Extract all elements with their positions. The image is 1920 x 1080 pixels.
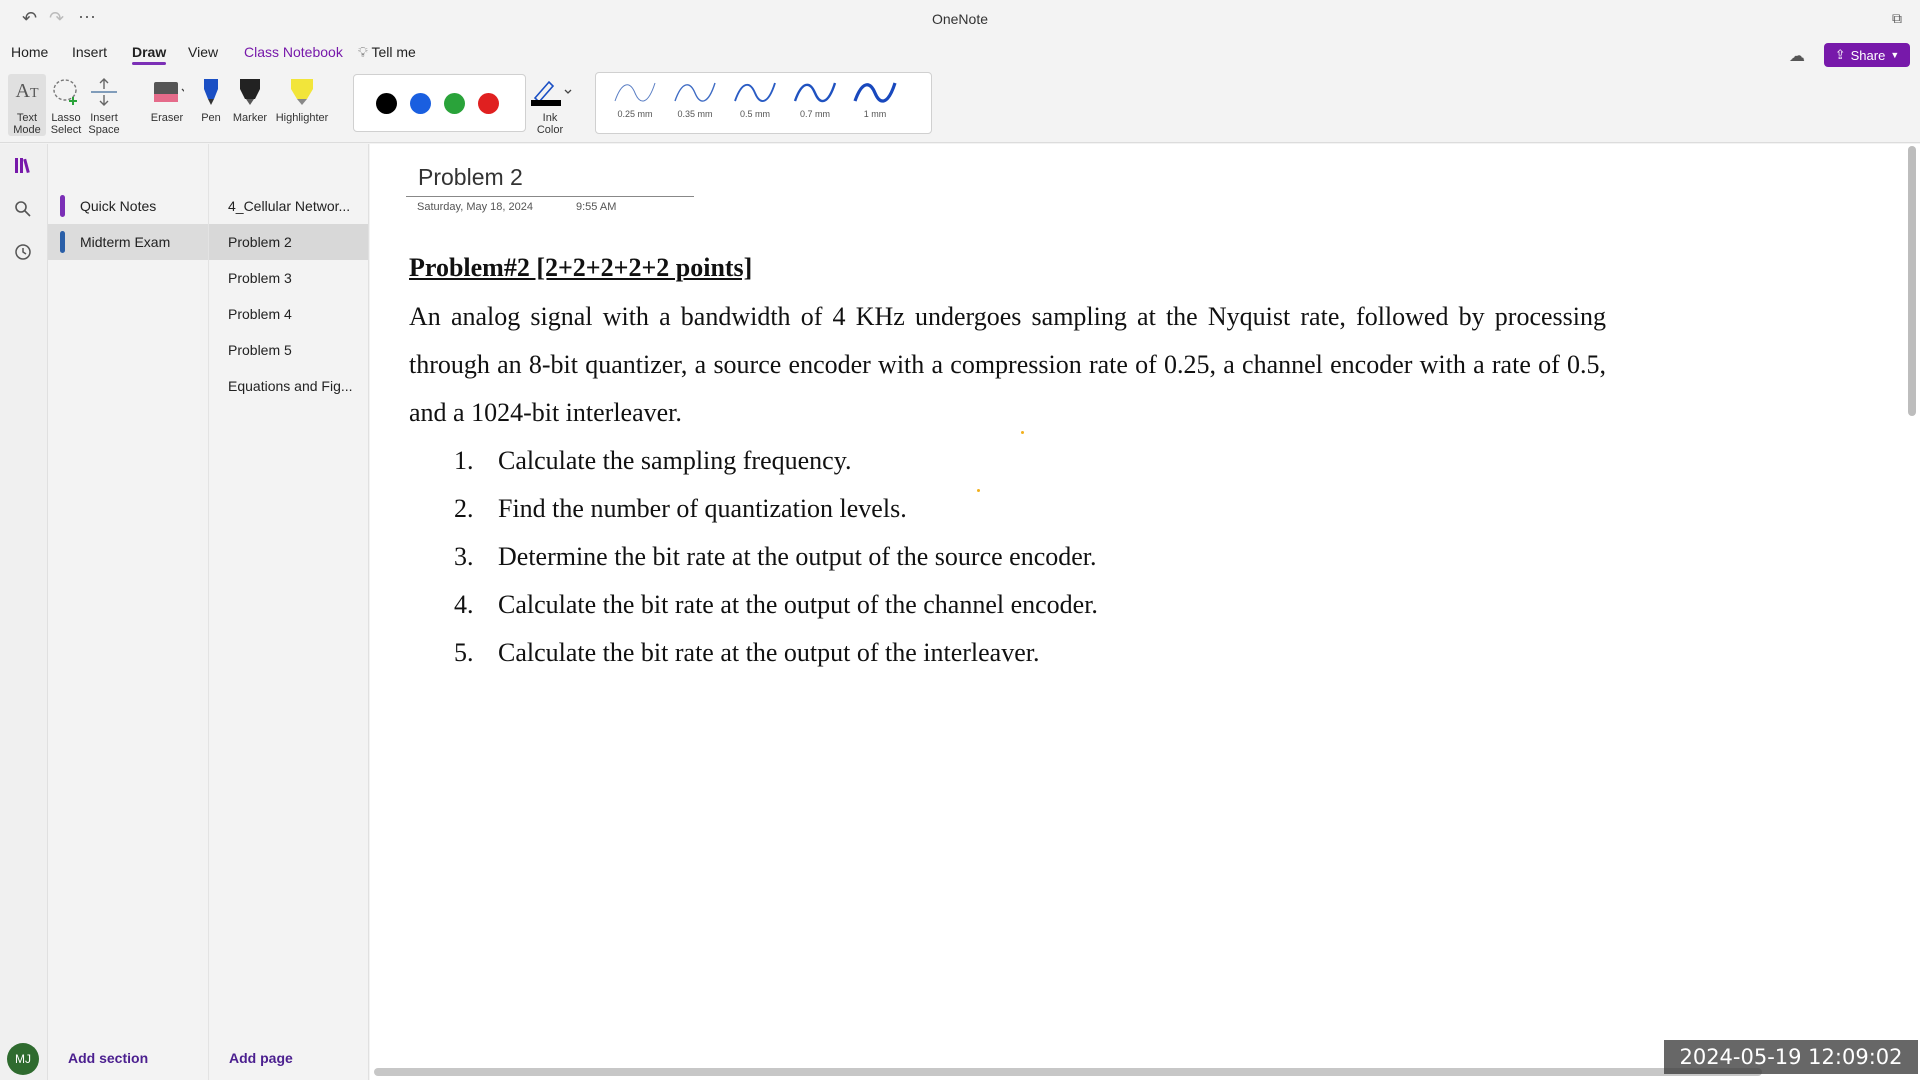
question-text: Calculate the sampling frequency. — [498, 446, 852, 475]
insert-space-icon — [87, 74, 121, 110]
thickness-label: 0.7 mm — [799, 109, 830, 119]
page-label: 4_Cellular Networ... — [228, 198, 351, 214]
section-color-tab — [60, 195, 65, 217]
problem-paragraph: An analog signal with a bandwidth of 4 KHz undergoes sampling at the Nyquist rate, followed by processing through an 8-bit quantizer, a source encoder with a compression rate of 0.25, a channel encoder with a rate of 0.5, and a 1024-bit interleaver. — [409, 302, 1606, 427]
insert-space-label-2: Space — [88, 124, 120, 136]
page-date: Saturday, May 18, 2024 — [417, 201, 533, 213]
thickness-option[interactable] — [726, 77, 784, 119]
pen-label: Pen — [201, 112, 221, 124]
tab-insert[interactable]: Insert — [72, 44, 108, 60]
section-label: Midterm Exam — [80, 234, 171, 250]
text-mode-button[interactable] — [8, 74, 46, 136]
page-label: Problem 5 — [228, 342, 292, 358]
draw-ribbon — [0, 70, 1920, 143]
question-item — [454, 629, 1609, 677]
thickness-option[interactable] — [666, 77, 724, 119]
eraser-label: Eraser — [150, 112, 184, 124]
thickness-stroke-icon — [610, 77, 660, 107]
ink-dot — [977, 489, 980, 492]
page-item[interactable] — [209, 260, 368, 296]
search-icon[interactable] — [12, 198, 34, 220]
timestamp-overlay: 2024-05-19 12:09:02 — [1664, 1040, 1918, 1074]
text-mode-label-1: Text — [16, 112, 38, 124]
insert-space-button[interactable] — [86, 74, 122, 136]
ink-color-label-1: Ink — [542, 112, 558, 124]
recent-clock-icon[interactable] — [12, 241, 34, 263]
tab-draw[interactable]: Draw — [132, 44, 167, 60]
thickness-label: 0.25 mm — [617, 109, 653, 119]
question-number: 2. — [454, 494, 474, 523]
pen-thickness-group — [595, 72, 932, 134]
section-item-quick-notes[interactable] — [48, 188, 208, 224]
sync-status-icon[interactable]: ☁ — [1789, 48, 1805, 65]
page-item[interactable] — [209, 368, 368, 404]
highlighter-icon — [285, 74, 319, 110]
title-bar — [0, 0, 1920, 38]
share-button[interactable] — [1824, 43, 1910, 67]
avatar[interactable]: MJ — [7, 1043, 39, 1075]
highlighter-button[interactable] — [273, 74, 331, 124]
problem-heading: Problem#2 [2+2+2+2+2 points] — [409, 253, 753, 282]
color-swatch-black[interactable] — [376, 93, 397, 114]
text-mode-icon: AT — [15, 79, 39, 102]
sections-pane — [48, 144, 209, 1080]
thickness-stroke-icon — [850, 77, 900, 107]
thickness-stroke-icon — [670, 77, 720, 107]
page-label: Problem 3 — [228, 270, 292, 286]
note-content[interactable] — [409, 252, 1609, 677]
pen-button[interactable] — [194, 74, 228, 124]
question-text: Calculate the bit rate at the output of the channel encoder. — [498, 590, 1098, 619]
thickness-label: 0.35 mm — [677, 109, 713, 119]
add-page-button[interactable]: Add page — [229, 1050, 293, 1066]
page-item[interactable] — [209, 332, 368, 368]
window-resize-icon[interactable]: ⧉ — [1892, 10, 1902, 26]
section-color-tab — [60, 231, 65, 253]
page-canvas[interactable] — [370, 144, 1920, 1080]
ink-color-icon — [527, 74, 573, 110]
thickness-option[interactable] — [786, 77, 844, 119]
question-item — [454, 485, 1609, 533]
page-title[interactable]: Problem 2 — [418, 164, 523, 190]
redo-icon[interactable]: ↷ — [49, 8, 65, 28]
page-label: Problem 2 — [228, 234, 292, 250]
thickness-label: 1 mm — [863, 109, 887, 119]
question-text: Determine the bit rate at the output of the source encoder. — [498, 542, 1097, 571]
pages-pane — [209, 144, 369, 1080]
page-label: Equations and Fig... — [228, 378, 353, 394]
pen-icon — [194, 74, 228, 110]
lightbulb-icon: 💡︎ — [358, 44, 368, 60]
title-underline — [406, 196, 694, 197]
tab-class-notebook[interactable]: Class Notebook — [244, 44, 343, 60]
color-swatch-blue[interactable] — [410, 93, 431, 114]
chevron-down-icon: ▼ — [1890, 50, 1900, 60]
tab-home[interactable]: Home — [11, 44, 49, 60]
question-item — [454, 581, 1609, 629]
ink-color-label-2: Color — [536, 124, 564, 136]
insert-space-label-1: Insert — [90, 112, 118, 124]
eraser-button[interactable] — [145, 74, 189, 124]
question-number: 3. — [454, 542, 474, 571]
menu-bar — [0, 40, 1920, 66]
undo-icon[interactable]: ↶ — [22, 8, 38, 28]
question-number: 4. — [454, 590, 474, 619]
tell-me-label: Tell me — [371, 44, 416, 60]
ink-dot — [1021, 431, 1024, 434]
tell-me[interactable] — [358, 44, 416, 61]
add-section-button[interactable]: Add section — [68, 1050, 149, 1066]
section-item-midterm-exam[interactable] — [48, 224, 208, 260]
page-item-selected[interactable] — [209, 224, 368, 260]
window-title: OneNote — [931, 11, 989, 27]
marker-button[interactable] — [230, 74, 270, 124]
ink-color-button[interactable] — [526, 74, 574, 136]
share-label: Share — [1850, 47, 1886, 63]
page-item[interactable] — [209, 296, 368, 332]
question-number: 5. — [454, 638, 474, 667]
more-icon[interactable]: ··· — [78, 6, 96, 26]
question-list — [409, 437, 1609, 677]
thickness-stroke-icon — [730, 77, 780, 107]
horizontal-scrollbar[interactable] — [374, 1068, 1762, 1076]
notebooks-icon[interactable] — [12, 154, 34, 176]
tab-view[interactable]: View — [188, 44, 219, 60]
question-item — [454, 437, 1609, 485]
marker-label: Marker — [232, 112, 268, 124]
question-text: Find the number of quantization levels. — [498, 494, 907, 523]
marker-icon — [233, 74, 267, 110]
section-label: Quick Notes — [80, 198, 157, 214]
nav-rail — [0, 144, 48, 1080]
lasso-icon — [49, 74, 83, 110]
question-text: Calculate the bit rate at the output of the interleaver. — [498, 638, 1040, 667]
lasso-label-1: Lasso — [51, 112, 81, 124]
eraser-icon — [150, 74, 184, 110]
thickness-label: 0.5 mm — [739, 109, 770, 119]
page-label: Problem 4 — [228, 306, 292, 322]
text-mode-label-2: Mode — [13, 124, 41, 136]
lasso-select-button[interactable] — [48, 74, 84, 136]
lasso-label-2: Select — [50, 124, 82, 136]
ink-color-palette — [353, 74, 526, 132]
thickness-stroke-icon — [790, 77, 840, 107]
thickness-option[interactable] — [846, 77, 904, 119]
page-time: 9:55 AM — [576, 201, 617, 213]
highlighter-label: Highlighter — [275, 112, 329, 124]
vertical-scrollbar[interactable] — [1908, 146, 1916, 416]
question-item — [454, 533, 1609, 581]
thickness-option[interactable] — [606, 77, 664, 119]
question-number: 1. — [454, 446, 474, 475]
color-swatch-red[interactable] — [478, 93, 499, 114]
color-swatch-green[interactable] — [444, 93, 465, 114]
share-icon: ⇪ — [1834, 47, 1846, 62]
page-item[interactable] — [209, 188, 368, 224]
